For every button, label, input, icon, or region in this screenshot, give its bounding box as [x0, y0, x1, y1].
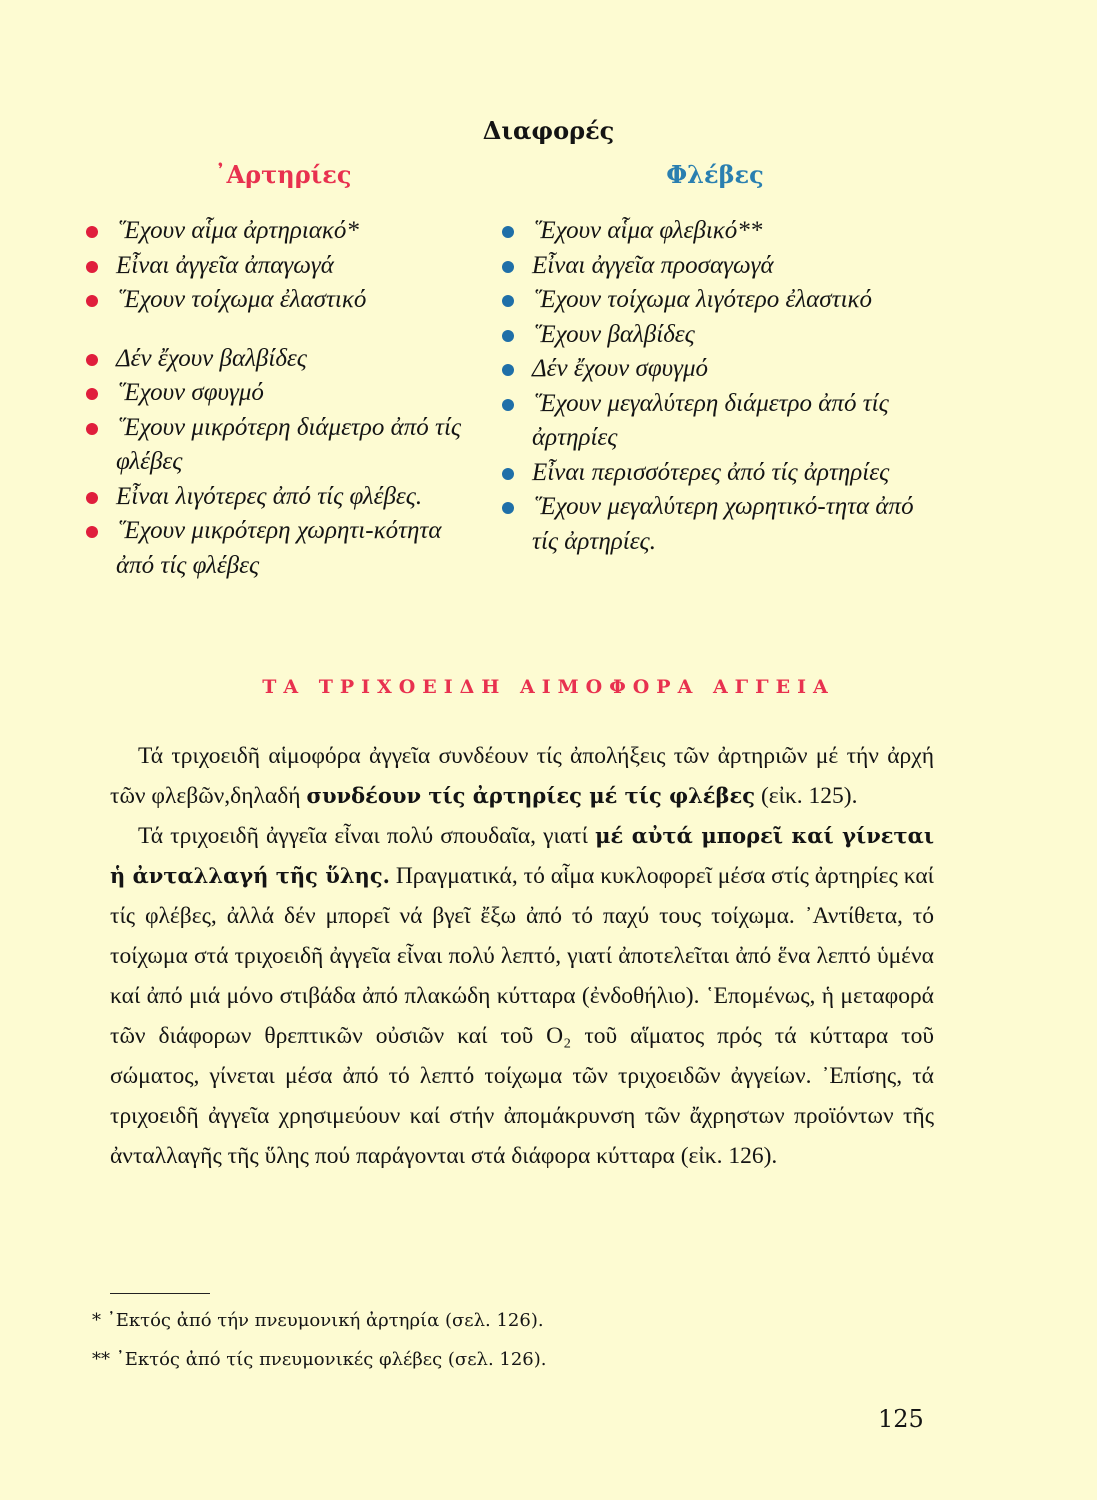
- bullet-icon: [86, 295, 98, 307]
- item-text: Εἶναι ἀγγεῖα προσαγωγά: [532, 251, 774, 279]
- list-item: [84, 249, 484, 284]
- bullet-icon: [502, 502, 514, 514]
- item-text: Εἶναι ἀγγεῖα ἀπαγωγά: [116, 251, 334, 279]
- veins-list: [500, 214, 940, 559]
- item-text: ῞Εχουν αἷμα φλεβικό**: [532, 217, 763, 244]
- bullet-icon: [502, 364, 514, 376]
- list-item: [500, 283, 940, 318]
- bullet-icon: [86, 226, 98, 238]
- page-title: Διαφορές: [482, 116, 615, 145]
- list-item: [500, 456, 940, 491]
- list-item: [84, 376, 484, 411]
- list-item: [500, 490, 940, 559]
- list-item: [84, 283, 484, 318]
- footnote-divider: [110, 1293, 210, 1294]
- bullet-icon: [502, 261, 514, 273]
- bullet-icon: [502, 295, 514, 307]
- item-text: ῞Εχουν αἷμα ἀρτηριακό*: [116, 217, 359, 244]
- list-item: [84, 214, 484, 249]
- list-item: [500, 249, 940, 284]
- veins-heading: Φλέβες: [666, 160, 764, 189]
- item-text: ῞Εχουν τοίχωμα λιγότερο ἐλαστικό: [532, 286, 873, 313]
- section-heading: ΤΑ ΤΡΙΧΟΕΙΔΗ ΑΙΜΟΦΟΡΑ ΑΓΓΕΙΑ: [262, 676, 835, 698]
- item-text: Εἶναι περισσότερες ἀπό τίς ἀρτηρίες: [532, 458, 890, 486]
- footnote: * ᾿Εκτός ἀπό τήν πνευμονική ἀρτηρία (σελ. 126).: [92, 1310, 544, 1331]
- bullet-icon: [86, 526, 98, 538]
- list-item: [84, 411, 484, 480]
- text-run: Τά τριχοειδῆ αἱμοφόρα ἀγγεῖα συνδέουν τίς ἀπολήξεις τῶν ἀρτηριῶν μέ τήν ἀρχή τῶν φλεβῶν,δηλαδή: [110, 743, 934, 809]
- item-text: ῞Εχουν μεγαλύτερη διάμετρο ἀπό τίς ἀρτηρίες: [532, 389, 889, 451]
- bullet-icon: [502, 468, 514, 480]
- bold-text: μέ αὐτά μπορεῖ καί γίνεται ἡ ἀνταλλαγή τῆς ὕλης.: [110, 823, 934, 888]
- bullet-icon: [86, 354, 98, 366]
- bullet-icon: [502, 330, 514, 342]
- bullet-icon: [86, 388, 98, 400]
- footnote: ** ᾿Εκτός ἀπό τίς πνευμονικές φλέβες (σελ. 126).: [92, 1349, 547, 1370]
- bullet-icon: [86, 423, 98, 435]
- text-run: Τά τριχοειδῆ ἀγγεῖα εἶναι πολύ σπουδαῖα, γιατί: [138, 823, 596, 849]
- list-item: [84, 480, 484, 515]
- list-item: [84, 342, 484, 377]
- item-text: Εἶναι λιγότερες ἀπό τίς φλέβες.: [116, 482, 423, 510]
- paragraph: [110, 736, 934, 816]
- bullet-icon: [86, 261, 98, 273]
- bullet-icon: [502, 226, 514, 238]
- arteries-heading: ᾿Αρτηρίες: [214, 160, 352, 189]
- bullet-icon: [502, 399, 514, 411]
- item-text: ῞Εχουν μικρότερη διάμετρο ἀπό τίς φλέβες: [116, 413, 462, 475]
- item-text: ῞Εχουν τοίχωμα ἐλαστικό: [116, 286, 367, 313]
- list-item: [500, 318, 940, 353]
- item-text: ῞Εχουν σφυγμό: [116, 379, 264, 406]
- item-text: Δέν ἔχουν σφυγμό: [532, 355, 709, 382]
- page-number: 125: [878, 1405, 924, 1433]
- item-text: ῞Εχουν βαλβίδες: [532, 320, 695, 348]
- list-item: [500, 214, 940, 249]
- paragraph: [110, 816, 934, 1176]
- body-text: [110, 736, 934, 1176]
- list-item: [84, 514, 484, 583]
- text-run: (εἰκ. 125).: [755, 783, 858, 809]
- item-text: Δέν ἔχουν βαλβίδες: [116, 344, 307, 372]
- list-item: [500, 352, 940, 387]
- bold-text: συνδέουν τίς ἀρτηρίες μέ τίς φλέβες: [306, 783, 756, 808]
- bullet-icon: [86, 492, 98, 504]
- arteries-list: [84, 214, 484, 583]
- item-text: ῞Εχουν μεγαλύτερη χωρητικό-τητα ἀπό τίς ἀρτηρίες.: [532, 493, 914, 555]
- list-item: [500, 387, 940, 456]
- text-run: Πραγματικά, τό αἷμα κυκλοφορεῖ μέσα στίς ἀρτηρίες καί τίς φλέβες, ἀλλά δέν μπορεῖ νά βγεῖ ἔξω ἀπό τό παχύ τους τοίχωμα. ᾿Αντίθετα, τό τοίχωμα στά τριχοειδῆ ἀγγεῖα εἶναι πολύ λεπτό, γιατί ἀποτελεῖται ἀπό ἕνα λεπτό ὑμένα καί ἀπό μιά μόνο στιβάδα ἀπό πλακώδη κύτταρα (ἐνδοθήλιο). ῾Επομένως, ἡ μεταφορά τῶν διάφορων θρεπτικῶν οὐσιῶν καί τοῦ O₂ τοῦ αἵματος πρός τά κύτταρα τοῦ σώματος, γίνεται μέσα ἀπό τό λεπτό τοίχωμα τῶν τριχοειδῶν ἀγγείων. ᾿Επίσης, τά τριχοειδῆ ἀγγεῖα χρησιμεύουν καί στήν ἀπομάκρυνση τῶν ἄχρηστων προϊόντων τῆς ἀνταλλαγῆς τῆς ὕλης πού παράγονται στά διάφορα κύτταρα (εἰκ. 126).: [110, 863, 934, 1169]
- item-text: ῞Εχουν μικρότερη χωρητι-κότητα ἀπό τίς φλέβες: [116, 517, 442, 579]
